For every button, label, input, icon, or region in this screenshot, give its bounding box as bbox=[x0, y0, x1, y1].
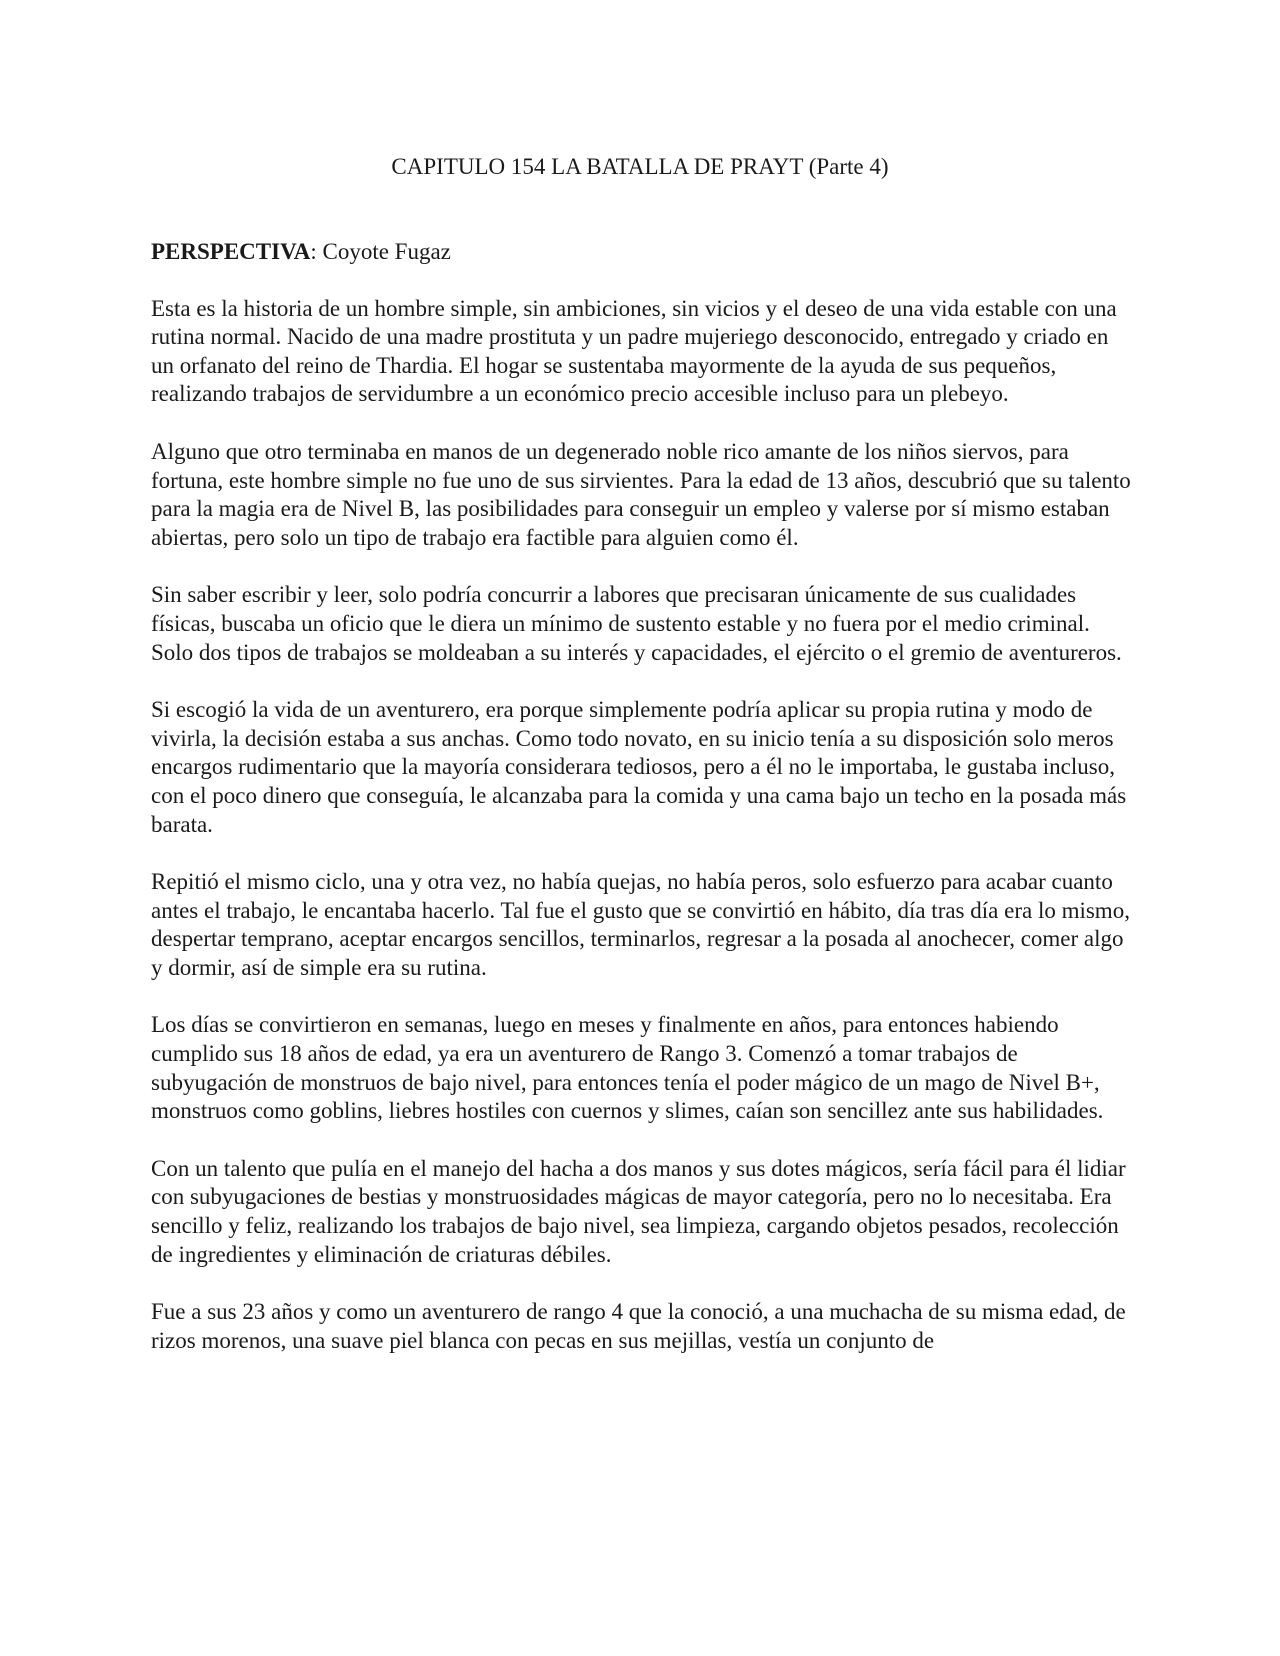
paragraph: Los días se convirtieron en semanas, luego en meses y finalmente en años, para entonces habiendo cumplido sus 18 años de edad, ya era un aventurero de Rango 3. Comenzó a tomar trabajos de subyugación de monstruos de bajo nivel, para entonces tenía el poder mágico de un mago de Nivel B+, monstruos como goblins, liebres hostiles con cuernos y slimes, caían son sencillez ante sus habilidades. bbox=[151, 1012, 1104, 1124]
chapter-title: CAPITULO 154 LA BATALLA DE PRAYT (Parte 4) bbox=[391, 154, 889, 179]
paragraph: Sin saber escribir y leer, solo podría concurrir a labores que precisaran únicamente de sus cualidades físicas, buscaba un oficio que le diera un mínimo de sustento estable y no fuera por el medio criminal. Solo dos tipos de trabajos se moldeaban a su interés y capacidades, el ejército o el gremio de aventureros. bbox=[151, 582, 1122, 665]
perspective-label: PERSPECTIVA bbox=[151, 239, 311, 264]
perspective-value: : Coyote Fugaz bbox=[310, 239, 451, 264]
paragraph: Con un talento que pulía en el manejo del hacha a dos manos y sus dotes mágicos, sería fácil para él lidiar con subyugaciones de bestias y monstruosidades mágicas de mayor categoría, pero no lo necesitaba. Era sencillo y feliz, realizando los trabajos de bajo nivel, sea limpieza, cargando objetos pesados, recolección de ingredientes y eliminación de criaturas débiles. bbox=[151, 1155, 1126, 1267]
perspective-line bbox=[151, 238, 1136, 267]
paragraph: Alguno que otro terminaba en manos de un degenerado noble rico amante de los niños siervos, para fortuna, este hombre simple no fue uno de sus sirvientes. Para la edad de 13 años, descubrió que su talento para la magia era de Nivel B, las posibilidades para conseguir un empleo y valerse por sí mismo estaban abiertas, pero solo un tipo de trabajo era factible para alguien como él. bbox=[151, 438, 1131, 550]
document-body bbox=[151, 238, 1136, 1384]
paragraph: Esta es la historia de un hombre simple, sin ambiciones, sin vicios y el deseo de una vida estable con una rutina normal. Nacido de una madre prostituta y un padre mujeriego desconocido, entregado y criado en un orfanato del reino de Thardia. El hogar se sustentaba mayormente de la ayuda de sus pequeños, realizando trabajos de servidumbre a un económico precio accesible incluso para un plebeyo. bbox=[151, 295, 1117, 407]
paragraph: Fue a sus 23 años y como un aventurero de rango 4 que la conoció, a una muchacha de su misma edad, de rizos morenos, una suave piel blanca con pecas en sus mejillas, vestía un conjunto de bbox=[151, 1299, 1126, 1353]
paragraph: Si escogió la vida de un aventurero, era porque simplemente podría aplicar su propia rutina y modo de vivirla, la decisión estaba a sus anchas. Como todo novato, en su inicio tenía a su disposición solo meros encargos rudimentario que la mayoría considerara tediosos, pero a él no le importaba, le gustaba incluso, con el poco dinero que conseguía, le alcanzaba para la comida y una cama bajo un techo en la posada más barata. bbox=[151, 697, 1127, 837]
paragraph: Repitió el mismo ciclo, una y otra vez, no había quejas, no había peros, solo esfuerzo para acabar cuanto antes el trabajo, le encantaba hacerlo. Tal fue el gusto que se convirtió en hábito, día tras día era lo mismo, despertar temprano, aceptar encargos sencillos, terminarlos, regresar a la posada al anochecer, comer algo y dormir, así de simple era su rutina. bbox=[151, 869, 1130, 980]
